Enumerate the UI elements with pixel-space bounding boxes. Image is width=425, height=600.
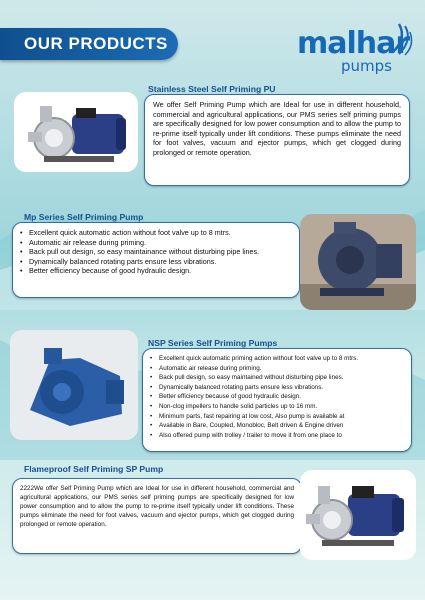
section-box-stainless [144, 94, 410, 186]
section-box-flameproof [12, 478, 302, 554]
nsp-pump-photo [10, 330, 138, 440]
logo-sub-text: pumps [341, 57, 392, 75]
section-box-mp [12, 222, 300, 298]
list-item: • Back pull design, so easy maintained without disturbing pipe lines. [149, 373, 405, 383]
list-item: • Excellent quick automatic action without foot valve up to 8 mtrs. [19, 228, 293, 238]
list-item: • Minimum parts, fast repairing at low cost, Also pump is available at [149, 412, 405, 422]
brand-logo [297, 22, 410, 75]
mp-pump-photo [300, 214, 416, 310]
list-item: • Dynamically balanced rotating parts ensure less vibrations. [149, 383, 405, 393]
logo-swoosh-icon [391, 22, 413, 56]
list-item: • Better efficiency because of good hydraulic design. [19, 266, 293, 276]
list-item: • Back pull out design, so easy maintainance without disturbing pipe lines. [19, 247, 293, 257]
stainless-pump-photo [14, 92, 138, 172]
list-item: • Excellent quick automatic priming action without foot valve up to 8 mtrs. [149, 354, 405, 364]
bullet-list-nsp [149, 354, 405, 440]
section-title-stainless: Stainless Steel Self Priming PU [148, 84, 276, 94]
list-item: • Better efficiency because of good hydraulic design. [149, 392, 405, 402]
bullet-list-mp [19, 228, 293, 276]
section-body-flameproof: 2222We offer Self Priming Pump which are Ideal for use in different household, commercial and agricultural applications, our PMS series self priming pumps are specifically designed for low power consumption and to allow the pump to re-prime itself typically under lift conditions. These pumps eliminate the need for foot valves, vacuum and ejector pumps, which get clogged during prolonged or remote operation. [20, 485, 294, 528]
logo-main-text: malhar [297, 26, 410, 61]
list-item: • Non-clog impellers to handle solid particles up to 16 mm. [149, 402, 405, 412]
section-title-mp: Mp Series Self Priming Pump [24, 212, 144, 222]
section-title-nsp: NSP Series Self Priming Pumps [148, 338, 278, 348]
list-item: • Also offered pump with trolley / trailer to move it from one place to [149, 431, 405, 441]
page-title [0, 28, 178, 60]
list-item: • Automatic air release during priming. [149, 364, 405, 374]
page-title-text: OUR PRODUCTS [24, 34, 168, 53]
list-item: • Dynamically balanced rotating parts ensure less vibrations. [19, 257, 293, 267]
section-title-flameproof: Flameproof Self Priming SP Pump [24, 464, 164, 474]
list-item: • Available in Bare, Coupled, Monobloc, Belt driven & Engine driven [149, 421, 405, 431]
list-item: • Automatic air release during priming. [19, 238, 293, 248]
section-box-nsp [142, 348, 412, 452]
flameproof-pump-photo [300, 470, 416, 560]
section-body-stainless: We offer Self Priming Pump which are Ideal for use in different household, commercial and agricultural applications, our PMS series self priming pumps are specifically designed for low power consumption and to allow the pump to re-prime itself typically under lift conditions. These pumps eliminate the need for foot valves, vacuum and ejector pumps, which get clogged during prolonged or remote operation. [153, 100, 401, 157]
